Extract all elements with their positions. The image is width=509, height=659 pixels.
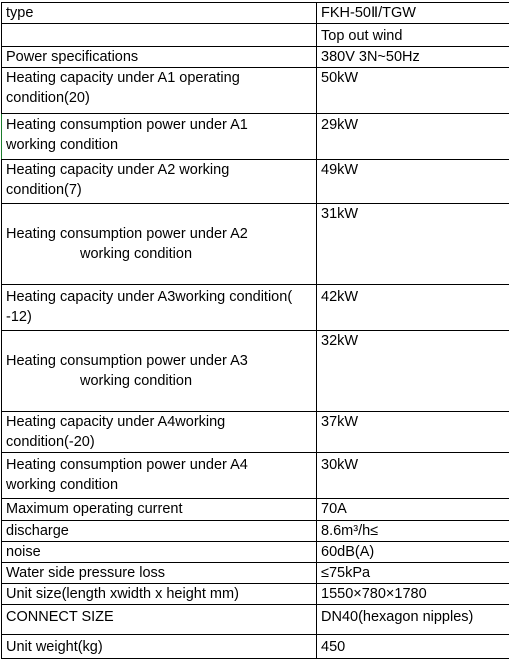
unit-size-value: 1550×780×1780 bbox=[317, 584, 509, 605]
power-spec-label: Power specifications bbox=[2, 47, 317, 68]
a2-heating-capacity-label: Heating capacity under A2 working condition(7) bbox=[2, 160, 317, 204]
table-row bbox=[2, 635, 509, 659]
empty-label-cell bbox=[2, 24, 317, 47]
table-row bbox=[2, 160, 509, 204]
table-row bbox=[2, 412, 509, 453]
unit-weight-label: Unit weight(kg) bbox=[2, 635, 317, 659]
a2-heating-capacity-value: 49kW bbox=[317, 160, 509, 204]
a4-consumption-power-value: 30kW bbox=[317, 453, 509, 499]
noise-value: 60dB(A) bbox=[317, 542, 509, 563]
connect-size-value: DN40(hexagon nipples) bbox=[317, 605, 509, 635]
table-row bbox=[2, 114, 509, 160]
a2-consumption-power-label-line2: working condition bbox=[6, 244, 316, 264]
connect-size-label: CONNECT SIZE bbox=[2, 605, 317, 635]
table-row bbox=[2, 605, 509, 635]
discharge-label: discharge bbox=[2, 521, 317, 542]
unit-weight-value: 450 bbox=[317, 635, 509, 659]
discharge-value: 8.6m³/h≤ bbox=[317, 521, 509, 542]
table-row bbox=[2, 521, 509, 542]
a1-consumption-power-value: 29kW bbox=[317, 114, 509, 160]
noise-label: noise bbox=[2, 542, 317, 563]
a1-consumption-power-label: Heating consumption power under A1 working condition bbox=[2, 114, 317, 160]
max-current-label: Maximum operating current bbox=[2, 499, 317, 521]
unit-size-label: Unit size(length xwidth x height mm) bbox=[2, 584, 317, 605]
a1-heating-capacity-value: 50kW bbox=[317, 68, 509, 114]
a3-consumption-power-label bbox=[2, 331, 317, 412]
a4-heating-capacity-label: Heating capacity under A4working condition(-20) bbox=[2, 412, 317, 453]
pressure-loss-label: Water side pressure loss bbox=[2, 563, 317, 584]
a3-consumption-power-label-line1: Heating consumption power under A3 bbox=[6, 353, 248, 369]
table-row bbox=[2, 24, 509, 47]
power-spec-value: 380V 3N~50Hz bbox=[317, 47, 509, 68]
type-label: type bbox=[2, 3, 317, 24]
a3-heating-capacity-label: Heating capacity under A3working condition( -12) bbox=[2, 285, 317, 331]
a1-heating-capacity-label: Heating capacity under A1 operating condition(20) bbox=[2, 68, 317, 114]
pressure-loss-value: ≤75kPa bbox=[317, 563, 509, 584]
table-row bbox=[2, 3, 509, 24]
a4-heating-capacity-value: 37kW bbox=[317, 412, 509, 453]
a3-consumption-power-value: 32kW bbox=[317, 331, 509, 412]
table-row bbox=[2, 47, 509, 68]
a3-heating-capacity-value: 42kW bbox=[317, 285, 509, 331]
table-row bbox=[2, 285, 509, 331]
max-current-value: 70A bbox=[317, 499, 509, 521]
table-row bbox=[2, 204, 509, 285]
table-row bbox=[2, 584, 509, 605]
table-row bbox=[2, 453, 509, 499]
a2-consumption-power-label bbox=[2, 204, 317, 285]
a2-consumption-power-value: 31kW bbox=[317, 204, 509, 285]
table-row bbox=[2, 542, 509, 563]
table-row bbox=[2, 68, 509, 114]
table-row bbox=[2, 499, 509, 521]
spec-table bbox=[1, 2, 509, 659]
a3-consumption-power-label-line2: working condition bbox=[6, 371, 316, 391]
type-value: FKH-50Ⅱ/TGW bbox=[317, 3, 509, 24]
a4-consumption-power-label: Heating consumption power under A4 working condition bbox=[2, 453, 317, 499]
wind-direction-value: Top out wind bbox=[317, 24, 509, 47]
table-row bbox=[2, 331, 509, 412]
table-row bbox=[2, 563, 509, 584]
a2-consumption-power-label-line1: Heating consumption power under A2 bbox=[6, 226, 248, 242]
